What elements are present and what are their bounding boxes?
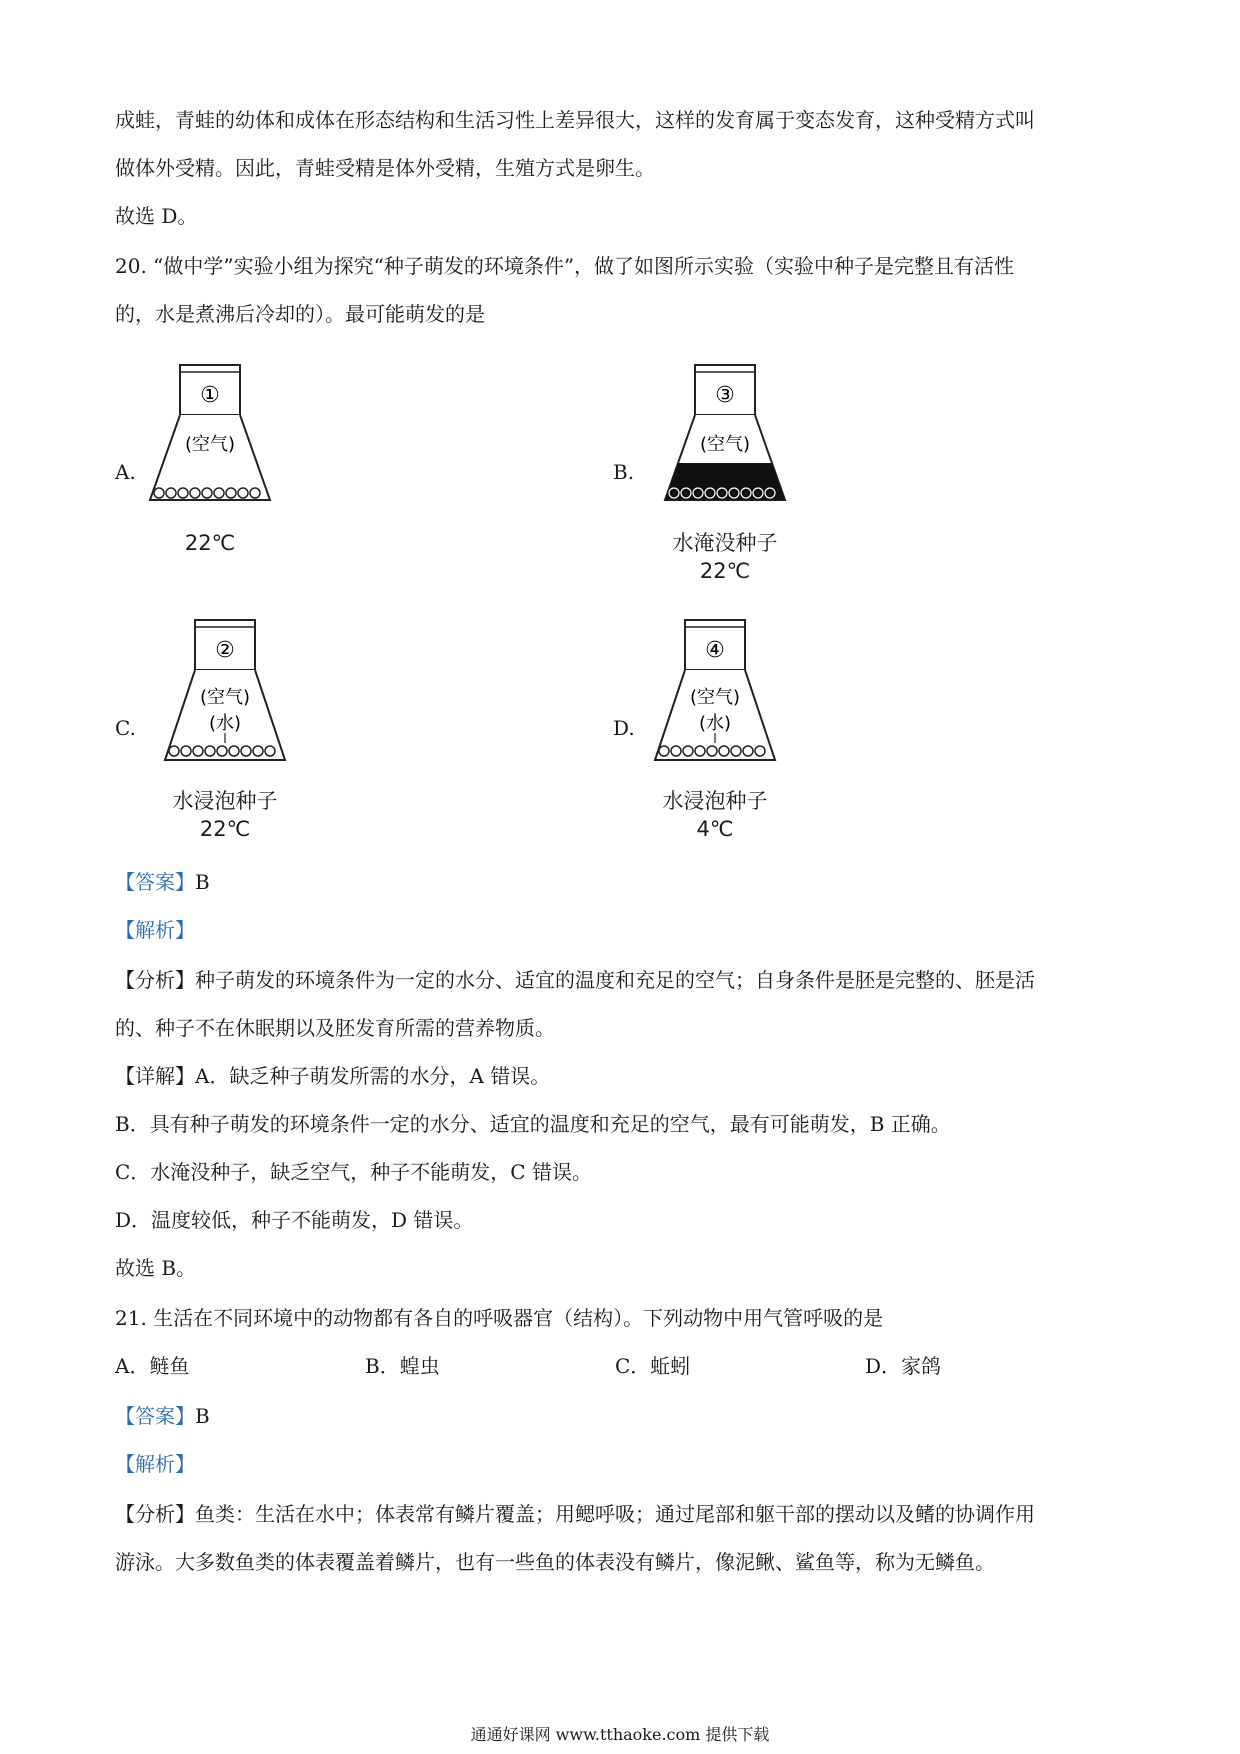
seed-row [659,746,765,756]
detail-tag: 【详解】 [115,1064,195,1088]
air-label: (空气) [184,434,236,455]
detail-line: D．温度较低，种子不能萌发，D 错误。 [115,1208,474,1232]
flask-d-diagram [650,615,780,775]
analysis-tag: 【解析】 [115,918,195,942]
flask-number: ② [215,638,235,663]
flask-b-diagram [660,360,790,510]
caption-b-1: 水淹没种子 [672,531,778,555]
analysis-tag: 【解析】 [115,1452,195,1476]
detail-line: C．水淹没种子，缺乏空气，种子不能萌发，C 错误。 [115,1160,592,1184]
detail-line [115,1062,550,1090]
fenxi-line: 的、种子不在休眠期以及胚发育所需的营养物质。 [115,1016,555,1040]
option-c-letter: C. [115,716,136,740]
question-20-stem: 的，水是煮沸后冷却的）。最可能萌发的是 [115,302,485,326]
air-label: (空气) [699,434,751,455]
air-label: (空气) [199,687,251,708]
detail-line: B．具有种子萌发的环境条件一定的水分、适宜的温度和充足的空气，最有可能萌发，B 正确。 [115,1112,951,1136]
fenxi-text: 鱼类：生活在水中；体表常有鳞片覆盖；用鳃呼吸；通过尾部和躯干部的摆动以及鳍的协调作用 [195,1502,1035,1526]
caption-c-1: 水浸泡种子 [172,789,278,813]
text-line: 做体外受精。因此，青蛙受精是体外受精，生殖方式是卵生。 [115,156,655,180]
fenxi-line [115,1500,1035,1528]
flask-number: ④ [705,638,725,663]
fenxi-tag: 【分析】 [115,1502,195,1526]
q21-option-b: B．蝗虫 [365,1354,440,1378]
option-d-letter: D. [613,716,635,740]
question-21-stem: 21. 生活在不同环境中的动物都有各自的呼吸器官（结构）。下列动物中用气管呼吸的是 [115,1306,884,1330]
option-b-letter: B. [613,460,635,484]
page-footer: 通通好课网 www.tthaoke.com 提供下载 [470,1725,770,1744]
air-label: (空气) [689,687,741,708]
analysis-heading [115,916,195,944]
fenxi-text: 种子萌发的环境条件为一定的水分、适宜的温度和充足的空气；自身条件是胚是完整的、胚是活 [195,968,1035,992]
q21-option-a: A．鲢鱼 [115,1354,190,1378]
caption-b-2: 22℃ [699,559,751,583]
caption-d-2: 4℃ [696,817,734,841]
answer-value: B [195,1404,210,1428]
seed-row [169,746,275,756]
caption-d-1: 水浸泡种子 [662,789,768,813]
fenxi-line [115,966,1035,994]
fenxi-line: 游泳。大多数鱼类的体表覆盖着鳞片，也有一些鱼的体表没有鳞片，像泥鳅、鲨鱼等，称为无鳞鱼。 [115,1550,995,1574]
water-label: (水) [698,713,732,734]
answer-line [115,868,210,896]
seed-row [669,488,775,498]
flask-c-diagram [160,615,290,775]
question-20-stem: 20. “做中学”实验小组为探究“种子萌发的环境条件”，做了如图所示实验（实验中种子是完整且有活性 [115,254,1015,278]
answer-value: B [195,870,210,894]
caption-a: 22℃ [184,531,236,555]
choose-line: 故选 B。 [115,1256,197,1280]
flask-number: ① [200,383,220,408]
text-line: 成蛙，青蛙的幼体和成体在形态结构和生活习性上差异很大，这样的发育属于变态发育，这种受精方式叫 [115,108,1035,132]
water-label: (水) [208,713,242,734]
detail-text: A．缺乏种子萌发所需的水分，A 错误。 [195,1064,551,1088]
q21-option-c: C．蚯蚓 [615,1354,691,1378]
q21-option-d: D．家鸽 [865,1354,942,1378]
answer-line [115,1402,210,1430]
seed-row [154,488,260,498]
flask-number: ③ [715,383,735,408]
text-line: 故选 D。 [115,204,198,228]
fenxi-tag: 【分析】 [115,968,195,992]
caption-c-2: 22℃ [199,817,251,841]
flask-a-diagram [145,360,275,510]
option-a-letter: A. [115,460,136,484]
analysis-heading [115,1450,195,1478]
answer-tag: 【答案】 [115,870,195,894]
answer-tag: 【答案】 [115,1404,195,1428]
